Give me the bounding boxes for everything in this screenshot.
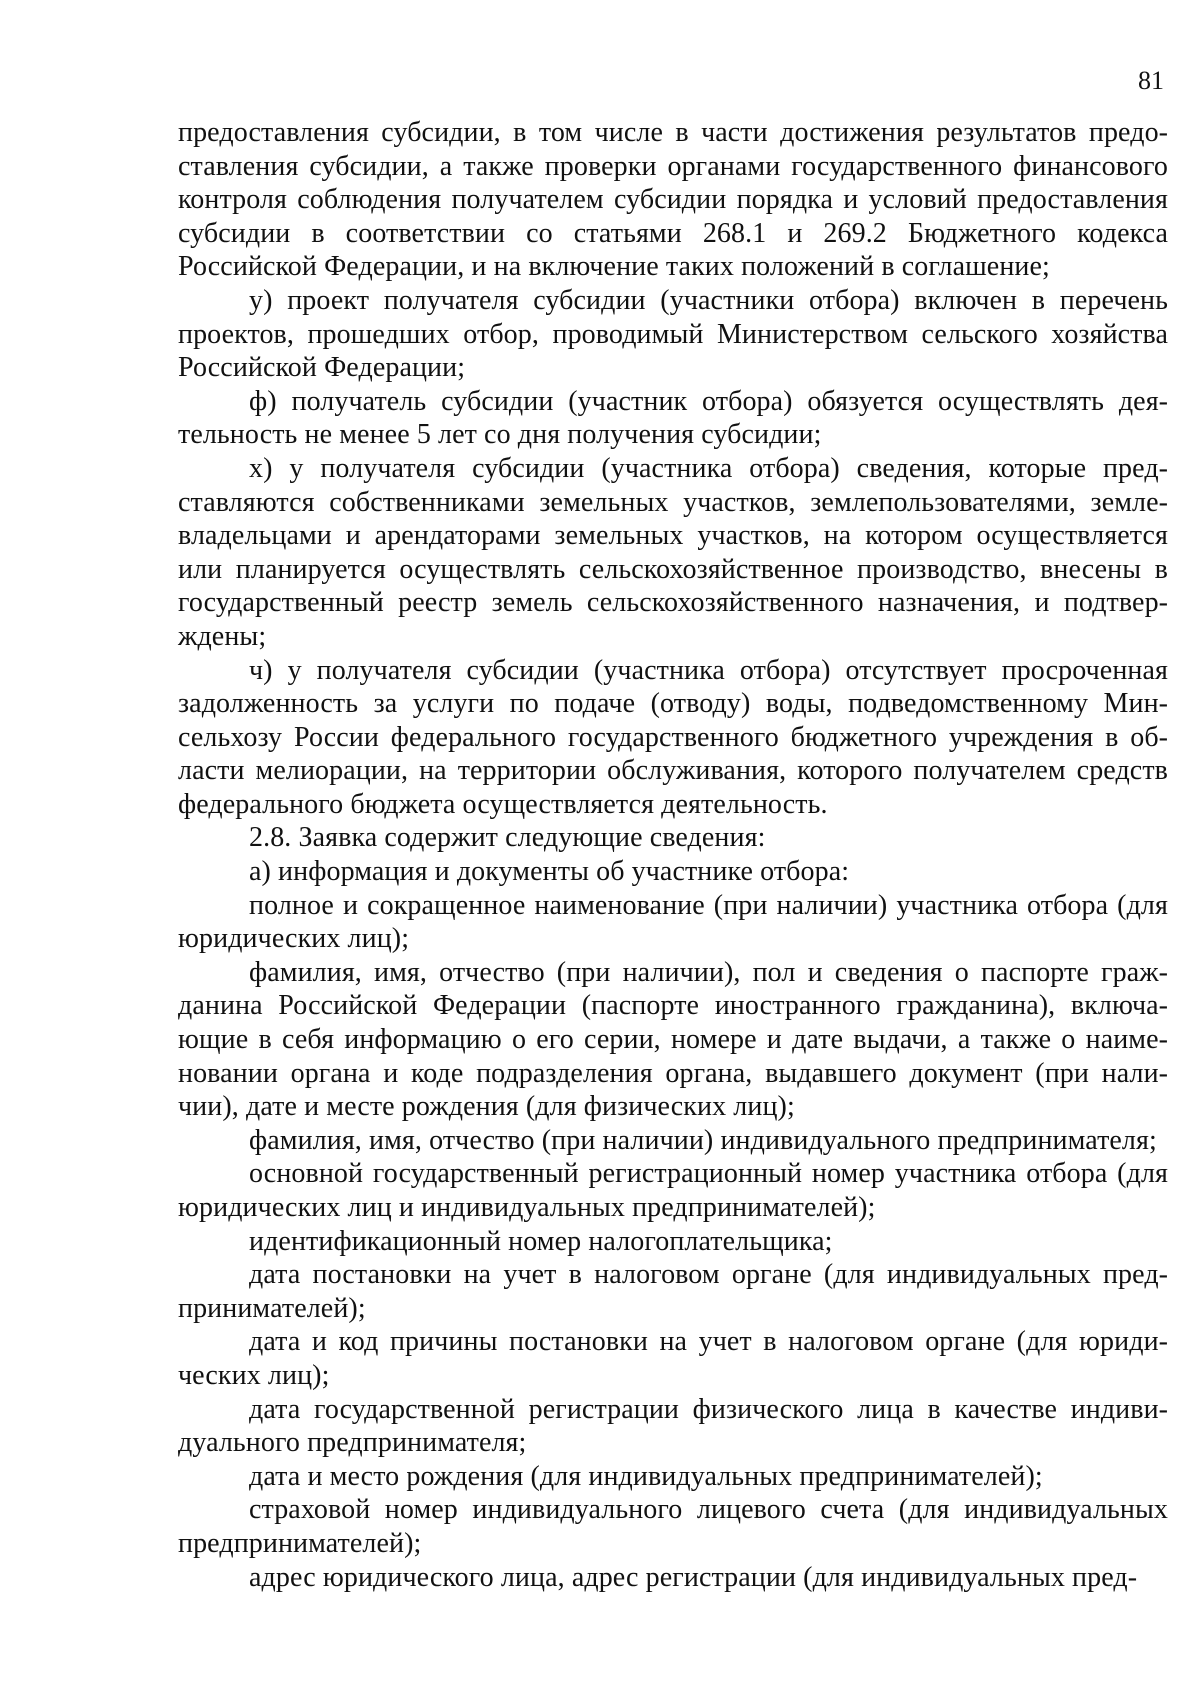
paragraph-item-f: ф) получатель субсидии (участник отбора) обязуется осуществлять деятельность не менее 5 лет со дня получения субсидии; xyxy=(178,385,1168,451)
paragraph-item-a: а) информация и документы об участнике отбора: xyxy=(249,856,850,888)
paragraph-passport: фамилия, имя, отчество (при наличии), пол и сведения о паспорте гражданина Российской Федерации (паспорте иностранного гражданина), включающие в себя информацию о его серии, номере и дате выдачи, а также о наименовании органа и коде подразделения органа, выдавшего документ (при наличии), дате и месте рождения (для физических лиц); xyxy=(178,956,1168,1123)
paragraph-ogrn: основной государственный регистрационный номер участника отбора (для юридических лиц и индивидуальных предпринимателей); xyxy=(178,1158,1168,1223)
paragraph-kpp: дата и код причины постановки на учет в налоговом органе (для юридических лиц); xyxy=(178,1326,1168,1391)
paragraph-section-2-8: 2.8. Заявка содержит следующие сведения: xyxy=(249,822,766,854)
paragraph-tax-registration-date: дата постановки на учет в налоговом органе (для индивидуальных предпринимателей); xyxy=(178,1259,1168,1324)
paragraph-entrepreneur-name: фамилия, имя, отчество (при наличии) индивидуального предпринимателя; xyxy=(249,1124,1157,1156)
paragraph-birth-date-place: дата и место рождения (для индивидуальных предпринимателей); xyxy=(249,1460,1043,1492)
paragraph-item-u: у) проект получателя субсидии (участники отбора) включен в перечень проектов, прошедших отбор, проводимый Министерством сельского хозяйства Российской Федерации; xyxy=(178,284,1168,384)
paragraph-full-name: полное и сокращенное наименование (при наличии) участника отбора (для юридических лиц); xyxy=(178,889,1168,955)
paragraph-inn: идентификационный номер налогоплательщика; xyxy=(249,1225,833,1257)
paragraph-address: адрес юридического лица, адрес регистрации (для индивидуальных пред- xyxy=(249,1561,1138,1593)
paragraph-item-kh: х) у получателя субсидии (участника отбора) сведения, которые представляются собственниками земельных участков, землепользователями, землевладельцами и арендаторами земельных участков, на котором осуществляется или планируется осуществлять сельскохозяйственное производство, внесены в государственный реестр земель сельскохозяйственного назначения, и подтверждены; xyxy=(178,452,1168,652)
document-body xyxy=(178,116,1168,1594)
page-number: 81 xyxy=(1138,66,1164,95)
paragraph-continuation: предоставления субсидии, в том числе в части достижения результатов предоставления субсидии, а также проверки органами государственного финансового контроля соблюдения получателем субсидии порядка и условий предоставления субсидии в соответствии со статьями 268.1 и 269.2 Бюджетного кодекса Российской Федерации, и на включение таких положений в соглашение; xyxy=(178,117,1168,283)
paragraph-snils: страховой номер индивидуального лицевого счета (для индивидуальных предпринимателей); xyxy=(178,1494,1168,1559)
paragraph-item-ch: ч) у получателя субсидии (участника отбора) отсутствует просроченная задолженность за услуги по подаче (отводу) воды, подведомственному Минсельхозу России федерального государственного бюджетного учреждения в области мелиорации, на территории обслуживания, которого получателем средств федерального бюджета осуществляется деятельность. xyxy=(178,654,1168,820)
paragraph-state-registration-date: дата государственной регистрации физического лица в качестве индивидуального предпринимателя; xyxy=(178,1393,1168,1459)
